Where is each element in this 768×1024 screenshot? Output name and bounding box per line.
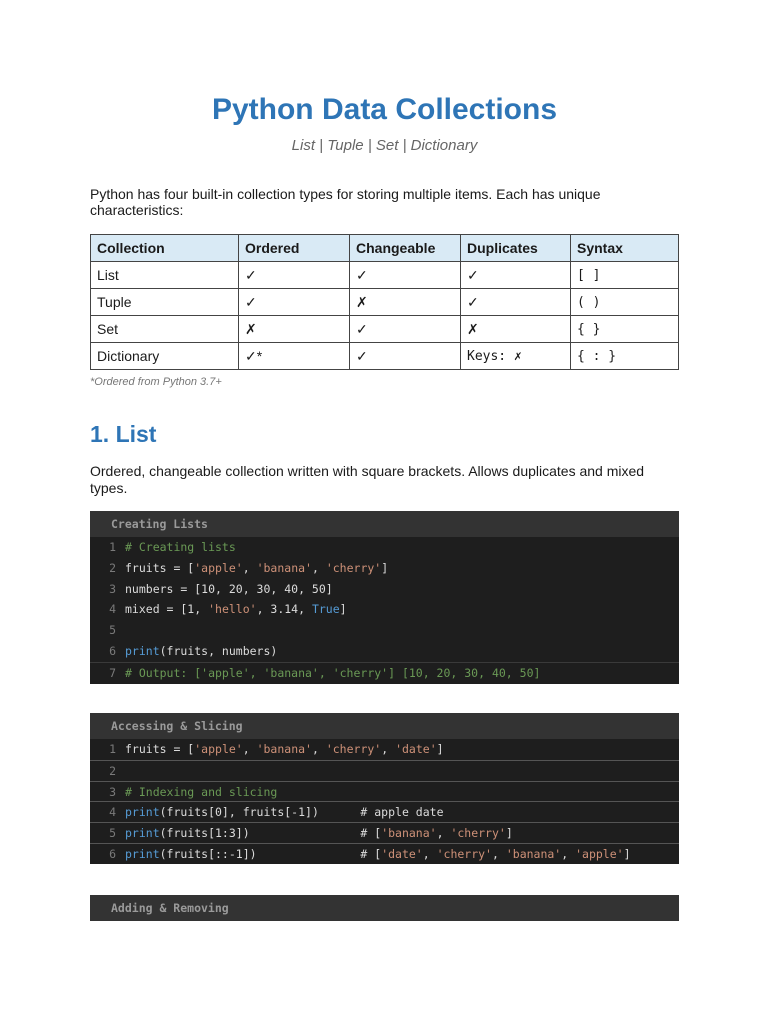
code-token: print — [125, 826, 160, 841]
table-header-cell: Duplicates — [461, 235, 571, 262]
code-token: , — [311, 742, 326, 756]
line-number: 6 — [109, 643, 116, 658]
page-title: Python Data Collections — [211, 93, 558, 126]
table-row — [91, 316, 679, 343]
table-cell: { : } — [571, 343, 679, 370]
code-token: (fruits, numbers) — [159, 643, 278, 658]
code-token: , — [491, 846, 506, 861]
code-token: ] — [505, 826, 513, 841]
table-cell: ✓ — [350, 262, 461, 289]
table-cell: Tuple — [91, 289, 239, 316]
table-cell: ✓ — [239, 262, 350, 289]
table-header-cell: Collection — [91, 235, 239, 262]
code-token: 'banana' — [256, 742, 312, 756]
code-token: fruits = [ — [125, 560, 195, 575]
code-line — [90, 558, 679, 579]
table-row — [91, 262, 679, 289]
code-token: , — [422, 846, 437, 861]
code-token: 'apple' — [194, 742, 243, 756]
table-cell: Set — [91, 316, 239, 343]
table-cell: ✓ — [350, 343, 461, 370]
code-token: # Output: ['apple', 'banana', 'cherry'] [10, 20, 30, 40, 50] — [125, 665, 541, 680]
section-description: Ordered, changeable collection written with square brackets. Allows duplicates and mixed types. — [90, 463, 645, 496]
line-number: 4 — [109, 602, 116, 617]
code-token: 'banana' — [381, 826, 437, 841]
code-line — [90, 781, 679, 802]
table-cell: ✓* — [239, 343, 350, 370]
table-row — [91, 289, 679, 316]
table-header-row — [91, 235, 679, 262]
code-text — [125, 599, 347, 620]
line-number: 1 — [109, 540, 116, 554]
code-text — [125, 802, 444, 822]
code-block-creating-lists — [90, 511, 679, 684]
code-text — [125, 782, 277, 802]
code-token: , — [242, 742, 257, 756]
code-line — [90, 599, 679, 620]
table-cell: Keys: ✗ — [461, 343, 571, 370]
code-token: # Indexing and slicing — [125, 784, 278, 799]
table-cell: Dictionary — [91, 343, 239, 370]
code-token: 'date' — [381, 846, 423, 861]
code-text — [125, 558, 388, 579]
code-block-accessing-slicing — [90, 713, 679, 864]
code-token: # Creating lists — [125, 540, 236, 554]
collections-table — [90, 234, 679, 370]
code-block-title: Creating Lists — [90, 511, 679, 537]
code-block-adding-removing — [90, 895, 679, 921]
code-token: , — [311, 560, 326, 575]
line-number: 3 — [109, 784, 116, 799]
code-text — [125, 844, 631, 864]
table-cell: ( ) — [571, 289, 679, 316]
code-token: 'cherry' — [450, 826, 506, 841]
code-token: 'cherry' — [436, 846, 492, 861]
line-number: 3 — [109, 581, 116, 596]
line-number: 5 — [109, 623, 116, 638]
table-row — [91, 343, 679, 370]
code-line — [90, 843, 679, 864]
code-token: , — [561, 846, 576, 861]
code-token: , — [381, 742, 396, 756]
code-token: (fruits[1:3]) # [ — [159, 826, 382, 841]
table-cell: ✗ — [350, 289, 461, 316]
code-text — [125, 579, 333, 600]
code-line — [90, 822, 679, 843]
table-cell: List — [91, 262, 239, 289]
table-cell: ✓ — [239, 289, 350, 316]
code-token: 'cherry' — [325, 560, 382, 575]
code-line — [90, 801, 679, 822]
code-line — [90, 662, 679, 684]
page-subtitle: List | Tuple | Set | Dictionary — [291, 137, 478, 154]
code-token: numbers = [10, 20, 30, 40, 50] — [125, 581, 333, 596]
code-line — [90, 620, 679, 641]
code-text — [125, 663, 540, 684]
code-line — [90, 760, 679, 781]
line-number: 1 — [109, 742, 116, 756]
table-cell: { } — [571, 316, 679, 343]
code-token: 'cherry' — [325, 742, 382, 756]
line-number: 2 — [109, 560, 116, 575]
code-token: 'apple' — [194, 560, 243, 575]
table-header-cell: Ordered — [239, 235, 350, 262]
table-footnote: *Ordered from Python 3.7+ — [90, 376, 222, 388]
code-block-title: Adding & Removing — [90, 895, 679, 921]
table-cell: ✓ — [461, 262, 571, 289]
code-line — [90, 739, 679, 760]
code-token: ] — [623, 846, 631, 861]
table-header-cell: Changeable — [350, 235, 461, 262]
code-token: print — [125, 643, 160, 658]
code-text — [125, 537, 236, 558]
table-cell: [ ] — [571, 262, 679, 289]
code-token: , — [242, 560, 257, 575]
code-line — [90, 641, 679, 662]
line-number: 7 — [109, 665, 116, 680]
code-token: print — [125, 805, 160, 820]
code-line — [90, 579, 679, 600]
code-token: (fruits[::-1]) # [ — [159, 846, 382, 861]
code-token: , — [436, 826, 451, 841]
code-token: 'banana' — [256, 560, 312, 575]
line-number: 5 — [109, 826, 116, 841]
code-line — [90, 537, 679, 558]
code-token: True — [311, 602, 340, 617]
code-token: fruits = [ — [125, 742, 195, 756]
table-cell: ✗ — [461, 316, 571, 343]
intro-paragraph: Python has four built-in collection types for storing multiple items. Each has unique characteristics: — [90, 186, 601, 218]
table-header-cell: Syntax — [571, 235, 679, 262]
line-number: 4 — [109, 805, 116, 820]
code-text — [125, 823, 513, 843]
code-token: 'apple' — [575, 846, 624, 861]
code-token: 'banana' — [505, 846, 562, 861]
code-token: ] — [381, 560, 389, 575]
code-token: 'date' — [395, 742, 437, 756]
code-token: ] — [436, 742, 444, 756]
table-cell: ✓ — [461, 289, 571, 316]
code-token: 'hello' — [208, 602, 257, 617]
code-token: , 3.14, — [256, 602, 312, 617]
section-heading: 1. List — [90, 421, 157, 447]
table-cell: ✓ — [350, 316, 461, 343]
code-block-title: Accessing & Slicing — [90, 713, 679, 739]
code-token: mixed = [1, — [125, 602, 209, 617]
code-token: ] — [339, 602, 347, 617]
line-number: 2 — [109, 763, 116, 778]
table-cell: ✗ — [239, 316, 350, 343]
code-text — [125, 739, 444, 760]
code-token: print — [125, 846, 160, 861]
code-text — [125, 641, 277, 662]
line-number: 6 — [109, 846, 116, 861]
code-token: (fruits[0], fruits[-1]) # apple date — [159, 805, 444, 820]
